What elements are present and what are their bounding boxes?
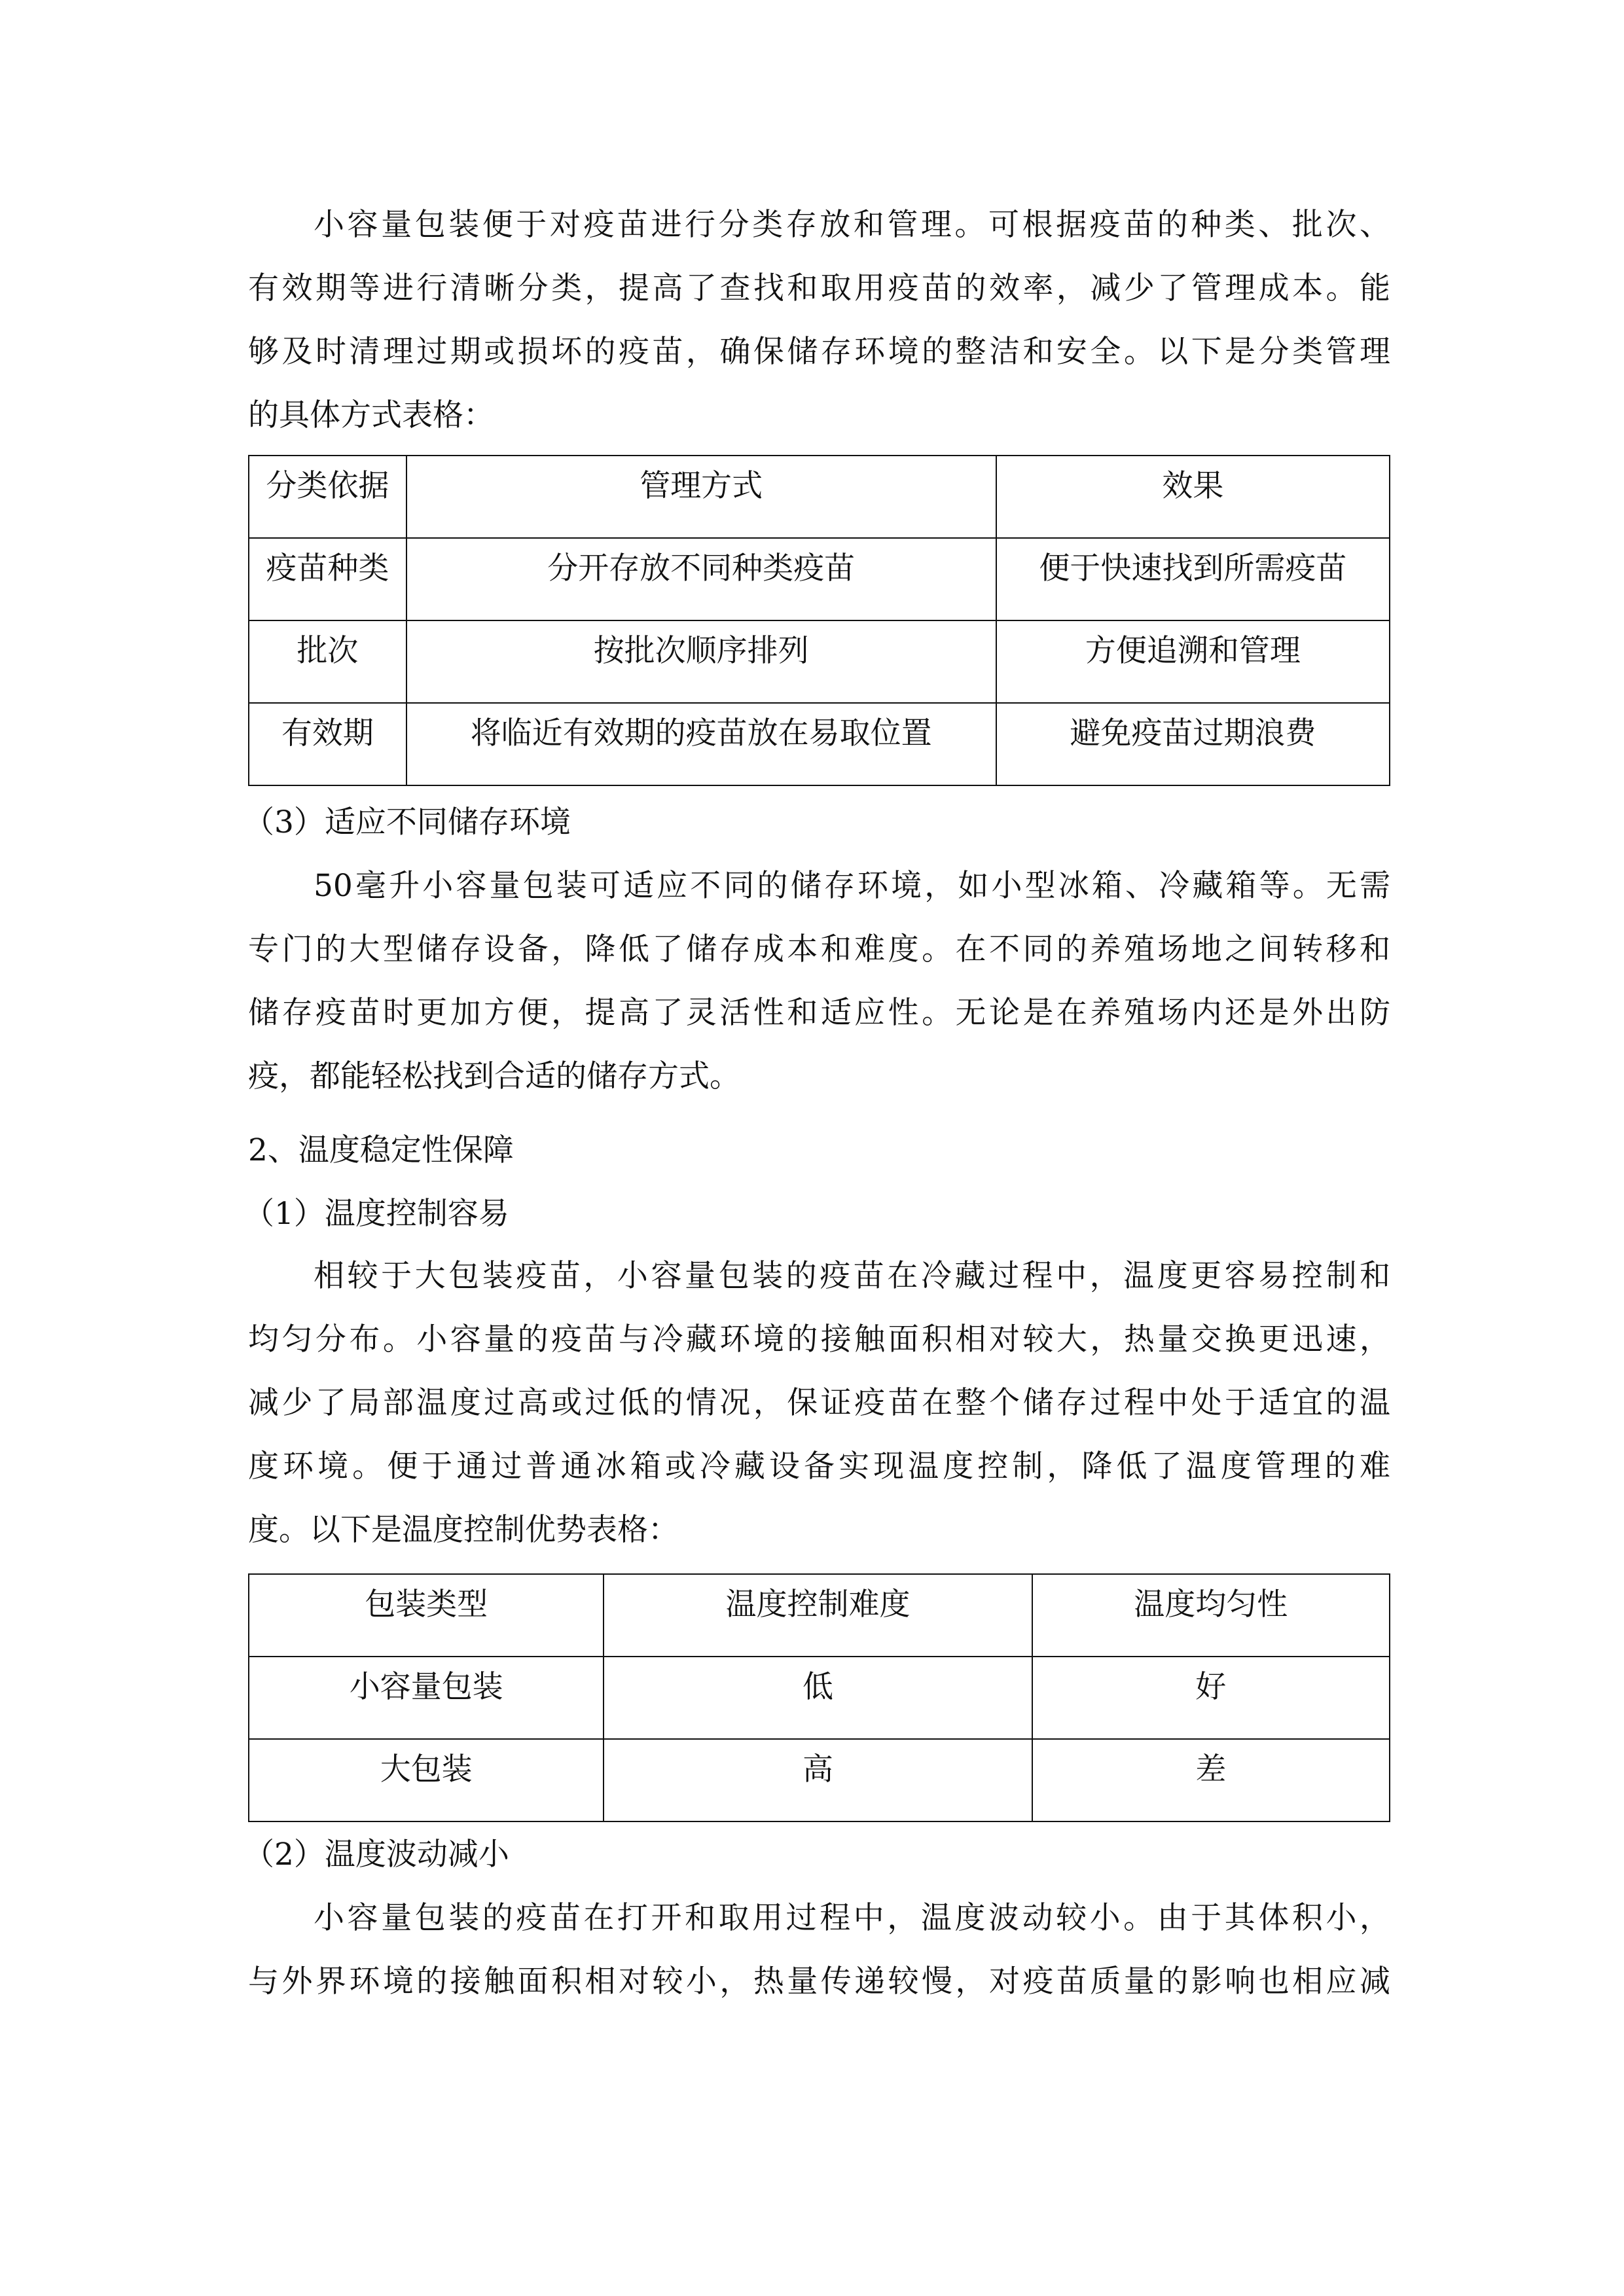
table-cell: 将临近有效期的疫苗放在易取位置 xyxy=(406,703,996,785)
table-header-cell: 温度均匀性 xyxy=(1032,1574,1390,1657)
subheading-storage: （3）适应不同储存环境 xyxy=(244,804,571,840)
text-line: 疫，都能轻松找到合适的储存方式。 xyxy=(248,1058,740,1094)
text-line: 减少了局部温度过高或过低的情况，保证疫苗在整个储存过程中处于适宜的温 xyxy=(248,1385,1390,1421)
text-line: 专门的大型储存设备，降低了储存成本和难度。在不同的养殖场地之间转移和 xyxy=(248,931,1390,967)
table-header-cell: 包装类型 xyxy=(249,1574,604,1657)
text-line: 小容量包装的疫苗在打开和取用过程中，温度波动较小。由于其体积小， xyxy=(314,1900,1390,1936)
subheading-temperature-control: （1）温度控制容易 xyxy=(244,1196,509,1232)
table-cell: 方便追溯和管理 xyxy=(996,620,1390,703)
text-line: 储存疫苗时更加方便，提高了灵活性和适应性。无论是在养殖场内还是外出防 xyxy=(248,995,1390,1031)
table-header-row xyxy=(249,1574,1390,1657)
table-cell: 疫苗种类 xyxy=(249,538,406,620)
paragraph-temperature-fluctuation xyxy=(248,1886,1390,2013)
table-header-cell: 分类依据 xyxy=(249,456,406,538)
temperature-table xyxy=(248,1573,1390,1822)
text-line: 度环境。便于通过普通冰箱或冷藏设备实现温度控制，降低了温度管理的难 xyxy=(248,1448,1390,1484)
table-cell: 批次 xyxy=(249,620,406,703)
table-cell: 好 xyxy=(1032,1657,1390,1739)
text-line: 有效期等进行清晰分类，提高了查找和取用疫苗的效率，减少了管理成本。能 xyxy=(248,270,1390,306)
paragraph-storage xyxy=(248,854,1390,1108)
section-heading-temperature: 2、温度稳定性保障 xyxy=(248,1132,514,1168)
paragraph-temperature-control xyxy=(248,1244,1390,1562)
table-cell: 小容量包装 xyxy=(249,1657,604,1739)
table-cell: 分开存放不同种类疫苗 xyxy=(406,538,996,620)
text-line: 相较于大包装疫苗，小容量包装的疫苗在冷藏过程中，温度更容易控制和 xyxy=(314,1258,1390,1294)
text-line: 度。以下是温度控制优势表格： xyxy=(248,1512,679,1548)
table-cell: 按批次顺序排列 xyxy=(406,620,996,703)
table-cell: 便于快速找到所需疫苗 xyxy=(996,538,1390,620)
table-cell: 高 xyxy=(604,1739,1032,1821)
table-row xyxy=(249,1739,1390,1821)
table-cell: 低 xyxy=(604,1657,1032,1739)
table-header-cell: 管理方式 xyxy=(406,456,996,538)
table-cell: 避免疫苗过期浪费 xyxy=(996,703,1390,785)
text-line: 与外界环境的接触面积相对较小，热量传递较慢，对疫苗质量的影响也相应减 xyxy=(248,1964,1390,2000)
text-line: 够及时清理过期或损坏的疫苗，确保储存环境的整洁和安全。以下是分类管理 xyxy=(248,334,1390,370)
table-row xyxy=(249,703,1390,785)
text-line: 的具体方式表格： xyxy=(248,397,494,433)
classification-table xyxy=(248,455,1390,786)
table-cell: 差 xyxy=(1032,1739,1390,1821)
table-header-cell: 效果 xyxy=(996,456,1390,538)
table-cell: 有效期 xyxy=(249,703,406,785)
text-line: 小容量包装便于对疫苗进行分类存放和管理。可根据疫苗的种类、批次、 xyxy=(314,207,1390,243)
subheading-temperature-fluctuation: （2）温度波动减小 xyxy=(244,1837,509,1873)
paragraph-classification xyxy=(248,193,1390,447)
table-cell: 大包装 xyxy=(249,1739,604,1821)
text-line: 50毫升小容量包装可适应不同的储存环境，如小型冰箱、冷藏箱等。无需 xyxy=(314,868,1390,904)
table-row xyxy=(249,620,1390,703)
table-row xyxy=(249,1657,1390,1739)
text-line: 均匀分布。小容量的疫苗与冷藏环境的接触面积相对较大，热量交换更迅速， xyxy=(248,1321,1390,1357)
table-row xyxy=(249,538,1390,620)
table-header-cell: 温度控制难度 xyxy=(604,1574,1032,1657)
table-header-row xyxy=(249,456,1390,538)
